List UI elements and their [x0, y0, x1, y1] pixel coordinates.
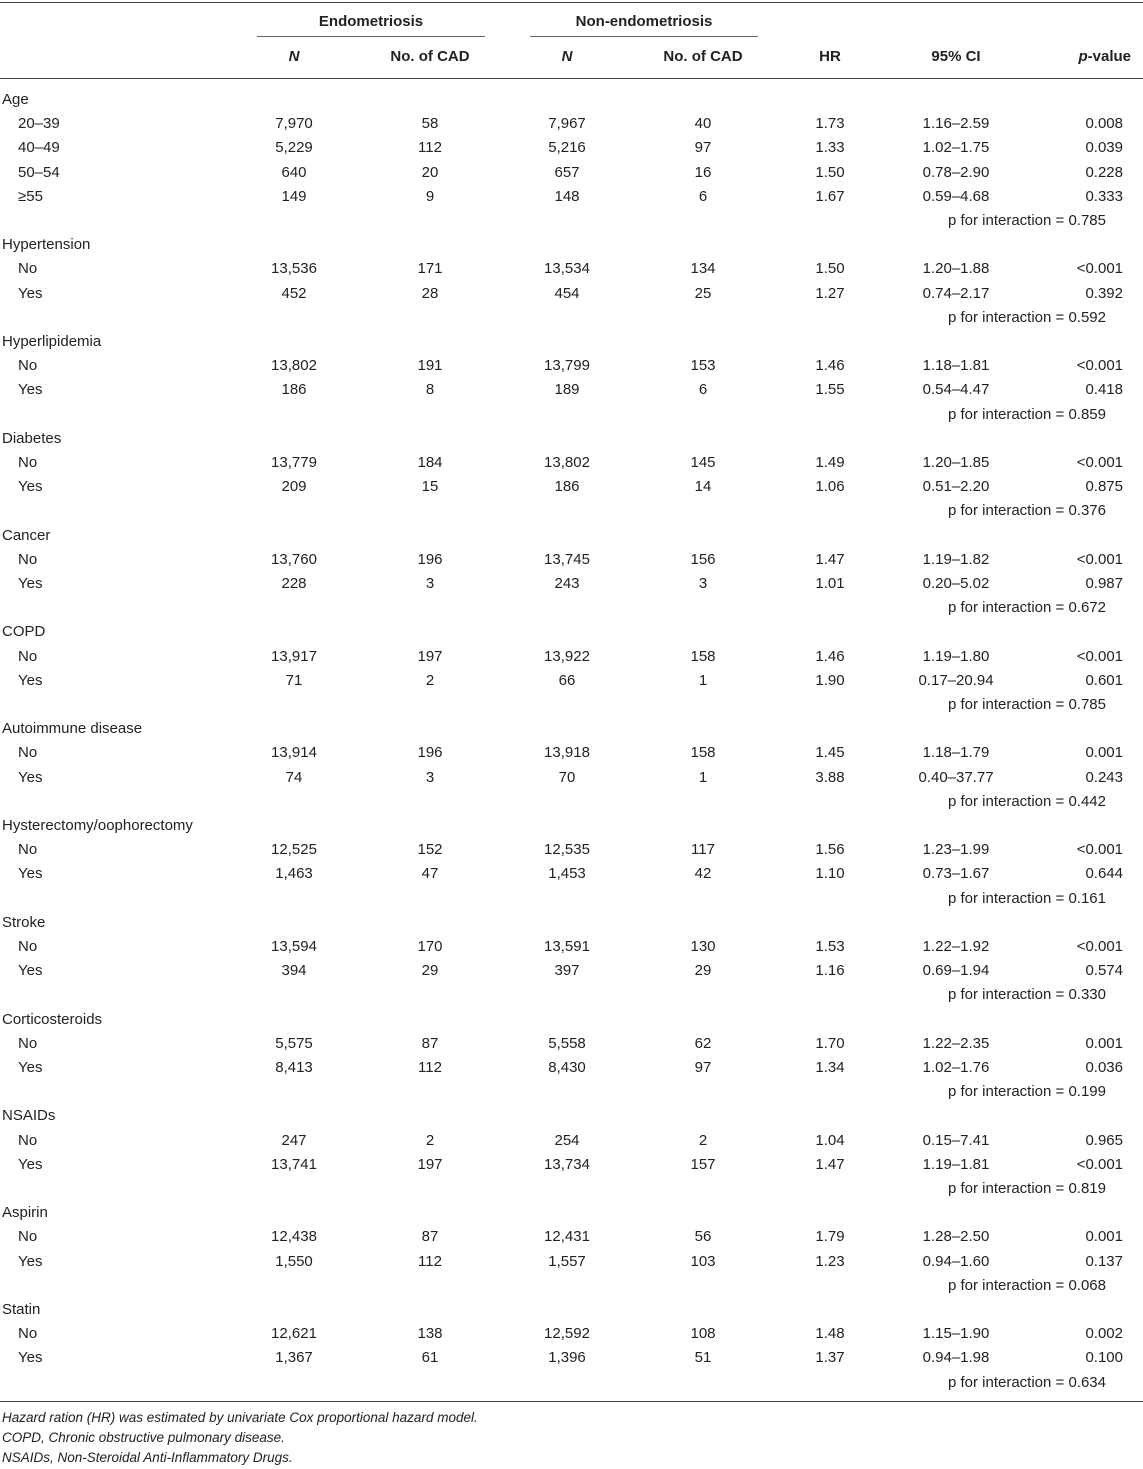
cell-ci: 0.20–5.02 — [922, 575, 990, 592]
col-header-cad-non-endometriosis: No. of CAD — [663, 48, 743, 65]
cell-ci: 0.69–1.94 — [922, 962, 990, 980]
cell-p: 0.001 — [1085, 1034, 1123, 1052]
cell-n1: 149 — [281, 187, 307, 205]
cell-c1: 8 — [425, 381, 435, 399]
cell-n2: 13,799 — [544, 357, 590, 375]
cell-n2: 1,557 — [548, 1252, 586, 1270]
interaction-p — [948, 1177, 1106, 1201]
cell-hr: 1.37 — [815, 1349, 845, 1367]
cell-n1: 228 — [281, 575, 307, 592]
row-label: Yes — [18, 1155, 43, 1173]
bottom-rule — [0, 1401, 1143, 1402]
cell-hr: 1.56 — [815, 841, 845, 859]
cell-n2: 254 — [554, 1131, 580, 1149]
cell-ci: 0.78–2.90 — [922, 163, 990, 181]
cell-ci: 1.19–1.80 — [922, 647, 990, 665]
interaction-p — [948, 596, 1106, 620]
section-title: Age — [2, 91, 29, 108]
cell-ci: 1.18–1.81 — [922, 357, 990, 375]
cell-c1: 138 — [417, 1325, 443, 1343]
interaction-value: 0.068 — [1068, 1276, 1106, 1294]
cell-p: 0.574 — [1085, 962, 1123, 980]
cell-c1: 28 — [421, 284, 439, 302]
interaction-prefix: p for interaction = — [947, 1276, 1069, 1294]
col-header-n-non-endometriosis: N — [561, 48, 573, 65]
row-label: No — [18, 550, 38, 568]
cell-ci: 1.22–2.35 — [922, 1034, 990, 1052]
footnote: NSAIDs, Non-Steroidal Anti-Inflammatory Drugs. — [2, 1450, 293, 1465]
p-rest: -value — [1087, 48, 1131, 65]
row-label: ≥55 — [18, 187, 43, 205]
cell-c2: 158 — [690, 744, 716, 762]
cell-ci: 1.02–1.75 — [922, 139, 990, 157]
interaction-prefix: p for interaction = — [947, 599, 1069, 617]
interaction-value: 0.634 — [1068, 1373, 1106, 1391]
cell-c2: 103 — [690, 1252, 716, 1270]
cell-n2: 8,430 — [548, 1059, 586, 1076]
cell-n2: 1,396 — [548, 1349, 586, 1367]
cell-hr: 1.23 — [815, 1252, 845, 1270]
cell-n1: 74 — [285, 768, 303, 786]
cell-c1: 196 — [417, 744, 443, 762]
cell-hr: 1.34 — [815, 1059, 845, 1076]
interaction-value: 0.442 — [1068, 792, 1106, 810]
cell-n1: 13,536 — [271, 260, 317, 278]
row-label: 20–39 — [18, 115, 60, 133]
cell-n1: 71 — [285, 671, 303, 689]
cell-n1: 13,802 — [271, 357, 317, 375]
section-title: Hysterectomy/oophorectomy — [2, 817, 193, 834]
cell-ci: 0.17–20.94 — [918, 671, 994, 689]
row-label: Yes — [18, 1252, 43, 1270]
cell-ci: 0.54–4.47 — [922, 381, 990, 399]
cell-c1: 152 — [417, 841, 443, 859]
interaction-p — [948, 693, 1106, 717]
interaction-prefix: p for interaction = — [947, 792, 1069, 810]
cell-p: <0.001 — [1076, 357, 1123, 375]
section-title: Corticosteroids — [2, 1010, 103, 1028]
cell-c2: 6 — [698, 381, 708, 399]
row-label: 40–49 — [18, 139, 60, 157]
cell-c2: 117 — [691, 841, 715, 859]
cell-c1: 47 — [421, 865, 439, 883]
cell-n1: 1,550 — [275, 1252, 313, 1270]
row-label: 50–54 — [18, 163, 60, 181]
row-label: No — [18, 744, 38, 762]
row-label: Yes — [18, 575, 43, 592]
cell-c1: 184 — [417, 454, 443, 471]
cell-n1: 13,760 — [271, 550, 317, 568]
cell-ci: 0.51–2.20 — [922, 478, 990, 496]
cell-c2: 40 — [694, 115, 712, 133]
cell-c2: 42 — [694, 865, 712, 883]
cell-p: 0.001 — [1085, 1228, 1123, 1246]
interaction-prefix: p for interaction = — [947, 502, 1069, 520]
cell-c2: 153 — [690, 357, 716, 375]
cell-hr: 3.88 — [815, 768, 845, 786]
interaction-p — [948, 790, 1106, 814]
cell-n2: 13,745 — [544, 550, 590, 568]
col-header-ci: 95% CI — [931, 48, 981, 65]
cell-ci: 1.16–2.59 — [922, 115, 990, 133]
interaction-p — [948, 887, 1106, 911]
cell-c1: 171 — [417, 260, 443, 278]
cell-ci: 0.74–2.17 — [922, 284, 990, 302]
cell-hr: 1.49 — [815, 454, 845, 471]
row-label: No — [18, 260, 38, 278]
cell-hr: 1.47 — [815, 1155, 845, 1173]
cell-p: 0.418 — [1085, 381, 1123, 399]
interaction-p — [948, 1371, 1106, 1395]
cell-p: 0.243 — [1085, 768, 1123, 786]
interaction-value: 0.819 — [1068, 1180, 1106, 1197]
interaction-p — [948, 403, 1106, 427]
cell-c2: 6 — [698, 187, 708, 205]
row-label: Yes — [18, 865, 43, 883]
cell-n2: 13,591 — [544, 938, 590, 955]
cell-n1: 12,621 — [271, 1325, 317, 1343]
cell-ci: 0.40–37.77 — [918, 768, 994, 786]
cell-ci: 1.20–1.85 — [922, 454, 990, 471]
cell-c2: 97 — [694, 139, 712, 157]
cell-n2: 243 — [554, 575, 580, 592]
cell-c2: 134 — [690, 260, 716, 278]
cell-c1: 3 — [425, 768, 435, 786]
header-rule — [0, 78, 1143, 79]
section-title: Hyperlipidemia — [2, 333, 102, 350]
cell-c2: 3 — [698, 575, 708, 592]
cell-ci: 0.94–1.60 — [922, 1252, 990, 1270]
interaction-p — [948, 306, 1106, 330]
interaction-value: 0.330 — [1068, 986, 1106, 1004]
cell-hr: 1.27 — [815, 284, 845, 302]
cell-c2: 108 — [690, 1325, 716, 1343]
cell-c2: 2 — [698, 1131, 708, 1149]
cell-c1: 112 — [418, 1059, 442, 1076]
cell-n1: 13,594 — [271, 938, 317, 955]
cell-c2: 130 — [690, 938, 716, 955]
cell-p: 0.228 — [1085, 163, 1123, 181]
cell-c1: 191 — [417, 357, 443, 375]
interaction-p — [948, 1080, 1106, 1104]
footnote: Hazard ration (HR) was estimated by univariate Cox proportional hazard model. — [2, 1410, 478, 1425]
interaction-value: 0.859 — [1068, 405, 1106, 423]
cell-p: <0.001 — [1076, 1155, 1123, 1173]
interaction-value: 0.785 — [1068, 212, 1106, 229]
cell-p: <0.001 — [1076, 260, 1123, 278]
cell-p: 0.008 — [1085, 115, 1123, 133]
cell-p: 0.333 — [1085, 187, 1123, 205]
cell-ci: 1.15–1.90 — [922, 1325, 990, 1343]
cell-ci: 1.18–1.79 — [922, 744, 990, 762]
group-underline-endometriosis — [257, 36, 485, 37]
footnote: COPD, Chronic obstructive pulmonary disease. — [2, 1430, 285, 1445]
footnotes — [2, 1408, 478, 1468]
row-label: No — [18, 841, 38, 859]
cell-c2: 158 — [690, 647, 716, 665]
cell-hr: 1.50 — [815, 260, 845, 278]
cell-n2: 12,535 — [544, 841, 590, 859]
cell-ci: 1.19–1.81 — [922, 1155, 990, 1173]
cell-c2: 156 — [690, 550, 716, 568]
cell-hr: 1.06 — [815, 478, 845, 496]
cell-n2: 5,558 — [548, 1034, 586, 1052]
row-label: Yes — [18, 1349, 43, 1367]
cell-n1: 13,914 — [271, 744, 317, 762]
cell-hr: 1.55 — [815, 381, 845, 399]
cell-n2: 1,453 — [548, 865, 586, 883]
cell-ci: 1.23–1.99 — [922, 841, 990, 859]
cell-n2: 12,431 — [544, 1228, 590, 1246]
col-header-n-endometriosis: N — [288, 48, 300, 65]
cell-p: 0.875 — [1085, 478, 1123, 496]
cell-hr: 1.45 — [815, 744, 845, 762]
cell-n2: 148 — [554, 187, 580, 205]
row-label: No — [18, 1325, 38, 1343]
section-title: Statin — [2, 1301, 41, 1318]
p-italic: p — [1078, 48, 1088, 65]
cell-c2: 157 — [690, 1155, 716, 1173]
cell-hr: 1.46 — [815, 647, 845, 665]
interaction-p — [948, 983, 1106, 1007]
cell-p: <0.001 — [1076, 841, 1123, 859]
cell-hr: 1.53 — [815, 938, 845, 955]
interaction-value: 0.199 — [1068, 1083, 1106, 1101]
cell-hr: 1.47 — [815, 550, 845, 568]
cell-ci: 0.59–4.68 — [922, 187, 990, 205]
group-underline-non-endometriosis — [530, 36, 758, 37]
row-label: No — [18, 1034, 38, 1052]
cell-hr: 1.70 — [815, 1034, 845, 1052]
cell-n2: 70 — [558, 768, 576, 786]
cell-n2: 13,734 — [544, 1155, 590, 1173]
cell-n1: 394 — [281, 962, 307, 980]
interaction-value: 0.672 — [1068, 599, 1106, 617]
cell-p: 0.644 — [1085, 865, 1123, 883]
interaction-value: 0.161 — [1068, 889, 1106, 907]
interaction-value: 0.785 — [1068, 696, 1106, 713]
group-header-endometriosis: Endometriosis — [318, 13, 424, 30]
cell-c1: 196 — [417, 550, 443, 568]
cell-n1: 13,917 — [271, 647, 317, 665]
group-header-non-endometriosis: Non-endometriosis — [575, 13, 713, 30]
row-label: Yes — [18, 381, 43, 399]
cell-c1: 3 — [425, 575, 435, 592]
cell-n1: 209 — [281, 478, 307, 496]
cell-n1: 13,741 — [271, 1155, 317, 1173]
cell-c1: 197 — [417, 647, 443, 665]
interaction-value: 0.592 — [1068, 308, 1106, 326]
section-title: Autoimmune disease — [2, 720, 143, 738]
cell-hr: 1.48 — [815, 1325, 845, 1343]
cell-hr: 1.10 — [815, 865, 845, 883]
row-label: Yes — [18, 768, 43, 786]
cell-p: 0.039 — [1085, 139, 1123, 157]
cell-c2: 14 — [694, 478, 712, 496]
col-header-p-value — [1078, 45, 1131, 69]
interaction-value: 0.376 — [1068, 502, 1106, 520]
cell-hr: 1.33 — [815, 139, 845, 157]
cell-n2: 13,918 — [544, 744, 590, 762]
cell-n1: 12,438 — [271, 1228, 317, 1246]
cell-hr: 1.01 — [815, 575, 845, 592]
cell-n1: 8,413 — [275, 1059, 313, 1076]
cell-c1: 9 — [425, 187, 435, 205]
cell-ci: 1.20–1.88 — [922, 260, 990, 278]
cell-c2: 97 — [694, 1059, 712, 1076]
cell-p: <0.001 — [1076, 938, 1123, 955]
cell-p: 0.100 — [1085, 1349, 1123, 1367]
cell-c2: 16 — [694, 163, 712, 181]
cell-n2: 66 — [558, 671, 576, 689]
row-label: No — [18, 1131, 38, 1149]
row-label: Yes — [18, 1059, 43, 1076]
cell-hr: 1.79 — [815, 1228, 845, 1246]
cell-p: 0.987 — [1085, 575, 1123, 592]
cell-c1: 15 — [421, 478, 439, 496]
cell-n1: 186 — [281, 381, 307, 399]
section-title: Diabetes — [2, 429, 62, 447]
interaction-prefix: p for interaction = — [947, 696, 1069, 713]
cell-ci: 1.28–2.50 — [922, 1228, 990, 1246]
row-label: No — [18, 938, 38, 955]
row-label: Yes — [18, 671, 43, 689]
cell-ci: 1.19–1.82 — [922, 550, 990, 568]
cell-ci: 1.02–1.76 — [922, 1059, 990, 1076]
cell-hr: 1.73 — [815, 115, 845, 133]
cell-c1: 20 — [421, 163, 439, 181]
cell-ci: 0.73–1.67 — [922, 865, 990, 883]
cell-p: <0.001 — [1076, 454, 1123, 471]
interaction-p — [948, 209, 1106, 233]
cell-hr: 1.90 — [815, 671, 845, 689]
cell-n2: 189 — [554, 381, 580, 399]
cell-c1: 170 — [417, 938, 443, 955]
section-title: COPD — [2, 623, 46, 641]
cell-n2: 657 — [554, 163, 580, 181]
cell-p: 0.036 — [1085, 1059, 1123, 1076]
cell-p: 0.002 — [1085, 1325, 1123, 1343]
interaction-prefix: p for interaction = — [947, 889, 1069, 907]
cell-n2: 13,802 — [544, 454, 590, 471]
cell-c1: 112 — [418, 139, 442, 157]
cell-c1: 87 — [421, 1228, 439, 1246]
cell-n2: 13,922 — [544, 647, 590, 665]
interaction-prefix: p for interaction = — [947, 1180, 1069, 1197]
section-title: Stroke — [2, 913, 46, 931]
cell-hr: 1.67 — [815, 187, 845, 205]
cell-n2: 5,216 — [548, 139, 586, 157]
cell-hr: 1.16 — [815, 962, 845, 980]
cell-ci: 1.22–1.92 — [922, 938, 990, 955]
cell-p: 0.001 — [1085, 744, 1123, 762]
row-label: No — [18, 647, 38, 665]
cell-n1: 452 — [281, 284, 307, 302]
interaction-p — [948, 1274, 1106, 1298]
cell-c1: 112 — [418, 1252, 442, 1270]
cell-c2: 25 — [694, 284, 712, 302]
row-label: No — [18, 454, 38, 471]
section-title: Aspirin — [2, 1204, 48, 1222]
cell-n2: 7,967 — [548, 115, 586, 133]
row-label: Yes — [18, 962, 43, 980]
section-title: NSAIDs — [2, 1107, 56, 1125]
cell-hr: 1.04 — [815, 1131, 845, 1149]
interaction-prefix: p for interaction = — [947, 1373, 1069, 1391]
interaction-prefix: p for interaction = — [947, 308, 1069, 326]
cell-n1: 12,525 — [271, 841, 317, 859]
cell-n2: 186 — [554, 478, 580, 496]
row-label: Yes — [18, 478, 43, 496]
cell-p: <0.001 — [1076, 550, 1123, 568]
cell-n1: 13,779 — [271, 454, 317, 471]
section-title: Hypertension — [2, 236, 91, 254]
cell-c1: 87 — [421, 1034, 439, 1052]
cell-p: 0.392 — [1085, 284, 1123, 302]
interaction-prefix: p for interaction = — [947, 1083, 1069, 1101]
cell-n1: 1,367 — [275, 1349, 313, 1367]
row-label: No — [18, 357, 38, 375]
cell-n2: 12,592 — [544, 1325, 590, 1343]
cell-hr: 1.46 — [815, 357, 845, 375]
cell-n2: 397 — [554, 962, 580, 980]
cell-p: 0.601 — [1085, 671, 1123, 689]
cell-n1: 5,229 — [275, 139, 313, 157]
cell-p: <0.001 — [1076, 647, 1123, 665]
col-header-cad-endometriosis: No. of CAD — [390, 48, 470, 65]
interaction-p — [948, 499, 1106, 523]
cell-p: 0.137 — [1085, 1252, 1123, 1270]
cell-c1: 29 — [421, 962, 439, 980]
row-label: No — [18, 1228, 38, 1246]
cell-n2: 13,534 — [544, 260, 590, 278]
cell-n1: 1,463 — [275, 865, 313, 883]
interaction-prefix: p for interaction = — [947, 405, 1069, 423]
interaction-prefix: p for interaction = — [947, 212, 1069, 229]
cell-c2: 1 — [698, 768, 708, 786]
col-header-hr: HR — [819, 48, 841, 65]
cell-c1: 2 — [425, 1131, 435, 1149]
cell-hr: 1.50 — [815, 163, 845, 181]
cell-n1: 640 — [281, 163, 307, 181]
cell-c2: 1 — [698, 671, 708, 689]
cell-c1: 61 — [421, 1349, 439, 1367]
cell-c2: 145 — [690, 454, 716, 471]
section-title: Cancer — [2, 526, 51, 544]
cell-c2: 56 — [694, 1228, 712, 1246]
top-rule — [0, 2, 1143, 3]
cell-ci: 0.15–7.41 — [922, 1131, 990, 1149]
cell-c1: 2 — [425, 671, 435, 689]
cell-c2: 29 — [694, 962, 712, 980]
row-label: Yes — [18, 284, 43, 302]
cell-c1: 58 — [421, 115, 439, 133]
cell-n1: 7,970 — [275, 115, 313, 133]
cell-ci: 0.94–1.98 — [922, 1349, 990, 1367]
cell-c2: 62 — [694, 1034, 712, 1052]
cell-n1: 247 — [281, 1131, 307, 1149]
cell-p: 0.965 — [1085, 1131, 1123, 1149]
cell-n1: 5,575 — [275, 1034, 313, 1052]
interaction-prefix: p for interaction = — [947, 986, 1069, 1004]
cell-c2: 51 — [694, 1349, 712, 1367]
cell-c1: 197 — [417, 1155, 443, 1173]
cell-n2: 454 — [554, 284, 580, 302]
